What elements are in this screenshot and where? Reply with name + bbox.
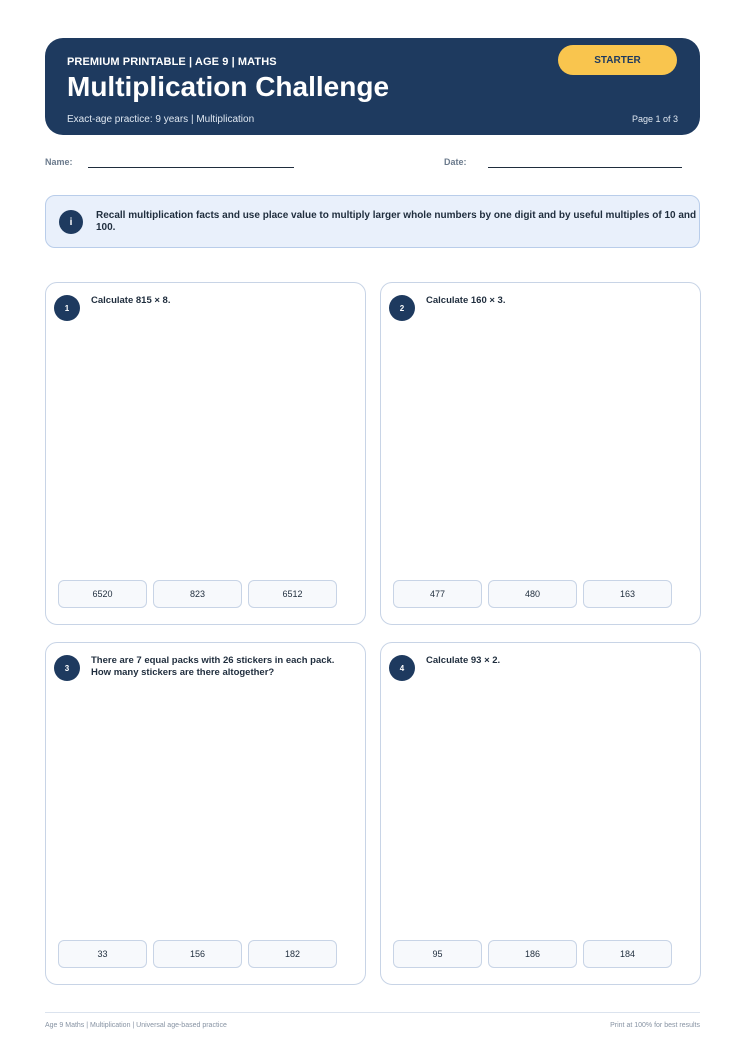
header-kicker: PREMIUM PRINTABLE | AGE 9 | MATHS — [67, 56, 277, 68]
question-number: 4 — [389, 655, 415, 681]
name-field[interactable] — [88, 167, 294, 168]
answer-option[interactable]: 182 — [248, 940, 337, 968]
info-text: Recall multiplication facts and use place value to multiply larger whole numbers by one digit and by useful multiples of 10 and 100. — [96, 210, 697, 233]
question-text: There are 7 equal packs with 26 stickers in each pack. How many stickers are there altogether? — [91, 655, 335, 678]
level-badge: STARTER — [558, 45, 677, 75]
answer-option[interactable]: 6520 — [58, 580, 147, 608]
answer-option[interactable]: 95 — [393, 940, 482, 968]
question-text: Calculate 815 × 8. — [91, 295, 171, 306]
answer-options — [393, 580, 672, 608]
question-number: 2 — [389, 295, 415, 321]
page-indicator: Page 1 of 3 — [631, 114, 678, 124]
question-number: 3 — [54, 655, 80, 681]
answer-option[interactable]: 184 — [583, 940, 672, 968]
answer-option[interactable]: 6512 — [248, 580, 337, 608]
date-field[interactable] — [488, 167, 682, 168]
question-text: Calculate 93 × 2. — [426, 655, 501, 666]
answer-options — [58, 940, 337, 968]
info-icon: i — [59, 210, 83, 234]
answer-options — [58, 580, 337, 608]
header-subtitle: Exact-age practice: 9 years | Multiplication — [67, 114, 255, 125]
question-card-1 — [45, 282, 366, 625]
answer-option[interactable]: 33 — [58, 940, 147, 968]
name-label: Name: — [45, 157, 73, 167]
answer-option[interactable]: 163 — [583, 580, 672, 608]
page-title: Multiplication Challenge — [67, 71, 390, 102]
question-text: Calculate 160 × 3. — [426, 295, 506, 306]
footer-right: Print at 100% for best results — [610, 1022, 700, 1029]
worksheet-header — [45, 38, 700, 135]
answer-option[interactable]: 477 — [393, 580, 482, 608]
question-card-3 — [45, 642, 366, 985]
footer-divider — [45, 1012, 700, 1013]
question-card-2 — [380, 282, 701, 625]
date-label: Date: — [444, 157, 467, 167]
answer-options — [393, 940, 672, 968]
answer-option[interactable]: 823 — [153, 580, 242, 608]
answer-option[interactable]: 480 — [488, 580, 577, 608]
answer-option[interactable]: 156 — [153, 940, 242, 968]
answer-option[interactable]: 186 — [488, 940, 577, 968]
question-card-4 — [380, 642, 701, 985]
question-number: 1 — [54, 295, 80, 321]
footer-left: Age 9 Maths | Multiplication | Universal age-based practice — [45, 1022, 227, 1029]
info-box — [45, 195, 700, 248]
